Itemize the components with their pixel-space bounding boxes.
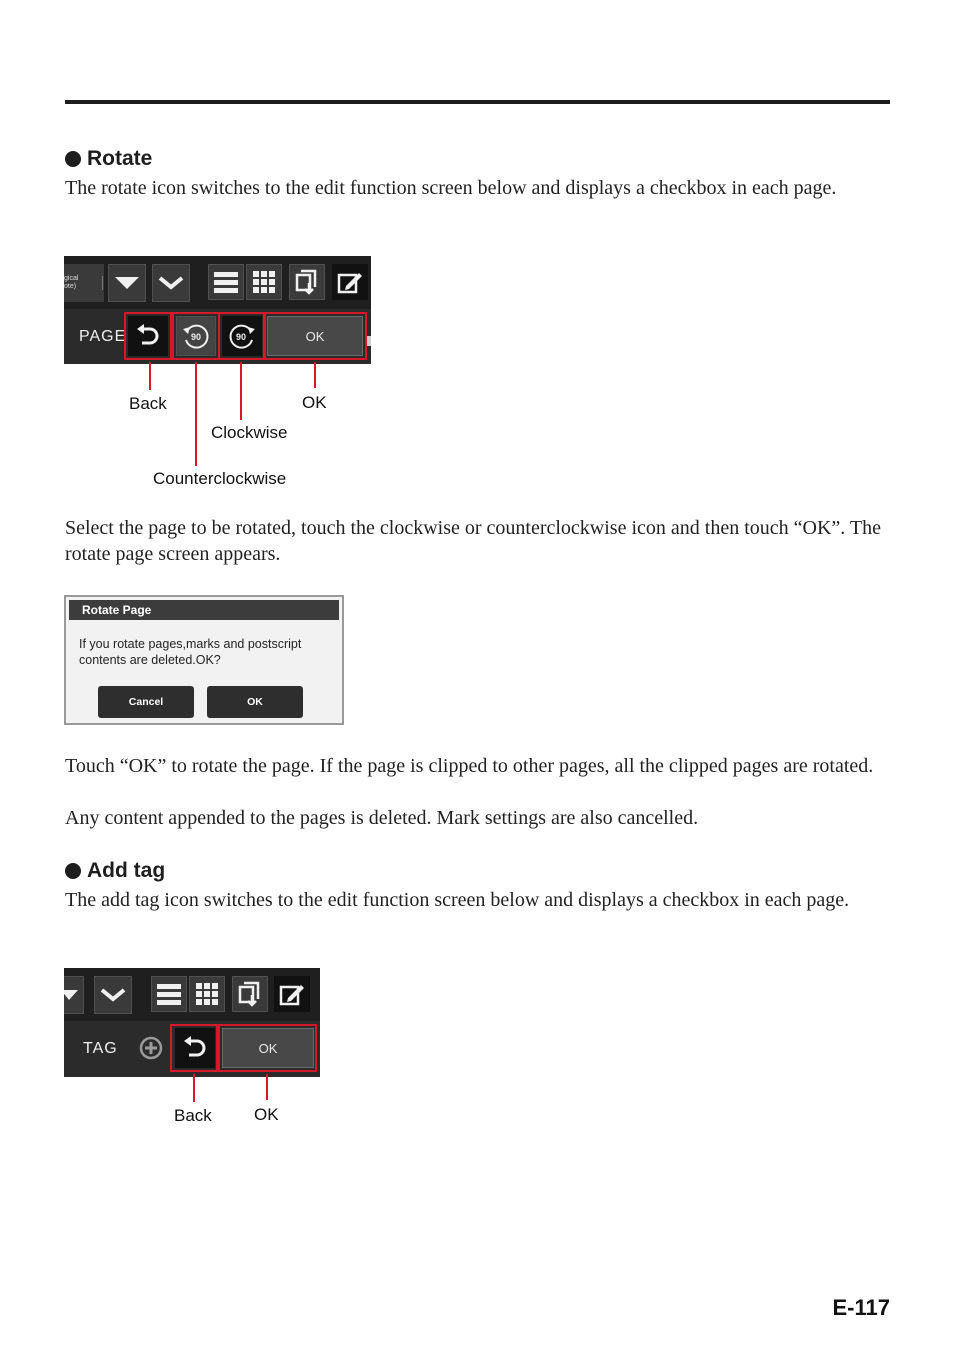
rotate-heading	[65, 147, 152, 171]
ok-button[interactable]: OK	[222, 1028, 314, 1068]
leader-ok	[314, 362, 316, 388]
chevron-down-icon	[100, 988, 126, 1002]
rotate-instruction: Select the page to be rotated, touch the clockwise or counterclockwise icon and then touch “OK”. The rotate page screen appears.	[65, 517, 882, 565]
callout-counterclockwise: Counterclockwise	[153, 469, 287, 488]
chevron-down-icon	[158, 276, 184, 290]
callout-back: Back	[174, 1106, 212, 1125]
highlight-back	[170, 1024, 218, 1072]
grid-icon	[252, 270, 276, 294]
display-mode-field[interactable]	[64, 264, 104, 302]
callout-clockwise: Clockwise	[211, 423, 288, 442]
highlight-ok	[263, 312, 367, 360]
clockwise-90-label: 90	[235, 332, 247, 342]
top-rule	[65, 100, 890, 104]
page-bar-label: PAGE	[79, 328, 127, 345]
leader-ok	[266, 1074, 268, 1100]
display-mode-label-1: gical	[64, 275, 79, 282]
divider	[102, 276, 103, 290]
highlight-clockwise	[218, 312, 266, 360]
add-tag-button[interactable]	[139, 1036, 163, 1060]
dialog-message: If you rotate pages,marks and postscript contents are deleted.OK?	[79, 637, 302, 667]
callout-back: Back	[129, 394, 167, 413]
leader-back	[149, 362, 151, 390]
rotate-heading-text: Rotate	[87, 147, 153, 170]
rotate-toolbar-screenshot	[64, 256, 371, 364]
callout-ok: OK	[302, 393, 327, 412]
highlight-counterclockwise	[172, 312, 220, 360]
grid-view-button[interactable]	[246, 264, 282, 300]
list-view-button[interactable]	[208, 264, 244, 300]
triangle-down-icon	[64, 989, 79, 1001]
grid-icon	[195, 982, 219, 1006]
rotate-result-2: Any content appended to the pages is deleted. Mark settings are also cancelled.	[65, 807, 699, 829]
page-insert-button[interactable]	[289, 264, 325, 300]
bullet-icon	[65, 151, 81, 167]
list-view-button[interactable]	[151, 976, 187, 1012]
edit-icon	[337, 270, 363, 294]
grid-view-button[interactable]	[189, 976, 225, 1012]
page-insert-icon	[238, 981, 262, 1007]
leader-counterclockwise	[195, 362, 197, 466]
display-mode-label-2: ote)	[64, 283, 77, 290]
rotate-page-dialog	[64, 595, 344, 725]
dialog-ok-button[interactable]: OK	[207, 686, 303, 718]
highlight-ok	[218, 1024, 317, 1072]
edit-icon	[279, 982, 305, 1006]
add-tag-heading-text: Add tag	[87, 859, 166, 882]
page-insert-button[interactable]	[232, 976, 268, 1012]
leader-back	[193, 1074, 195, 1102]
dropdown-button[interactable]	[64, 976, 84, 1014]
edit-button[interactable]	[274, 976, 310, 1012]
rotate-intro: The rotate icon switches to the edit function screen below and displays a checkbox in each page.	[65, 177, 837, 199]
page-insert-icon	[295, 269, 319, 295]
tag-bar-label: TAG	[83, 1040, 118, 1057]
add-tag-intro: The add tag icon switches to the edit function screen below and displays a checkbox in each page.	[65, 889, 850, 911]
plus-circle-icon	[139, 1036, 163, 1060]
dropdown-button[interactable]	[108, 264, 146, 302]
list-icon	[213, 270, 239, 294]
dialog-title: Rotate Page	[69, 600, 339, 620]
collapse-button[interactable]	[94, 976, 132, 1014]
counterclockwise-90-label: 90	[190, 332, 202, 342]
page-number: E-117	[832, 1295, 890, 1320]
add-tag-toolbar-screenshot	[64, 968, 320, 1077]
dialog-cancel-button[interactable]: Cancel	[98, 686, 194, 718]
ok-button[interactable]: OK	[267, 316, 363, 356]
bullet-icon	[65, 863, 81, 879]
leader-clockwise	[240, 362, 242, 420]
add-tag-heading	[65, 859, 165, 883]
collapse-button[interactable]	[152, 264, 190, 302]
list-icon	[156, 982, 182, 1006]
triangle-down-icon	[114, 276, 140, 290]
callout-ok: OK	[254, 1105, 279, 1124]
edit-button[interactable]	[332, 264, 368, 300]
highlight-back	[124, 312, 172, 360]
rotate-result-1: Touch “OK” to rotate the page. If the page is clipped to other pages, all the clipped pages are rotated.	[65, 755, 874, 777]
